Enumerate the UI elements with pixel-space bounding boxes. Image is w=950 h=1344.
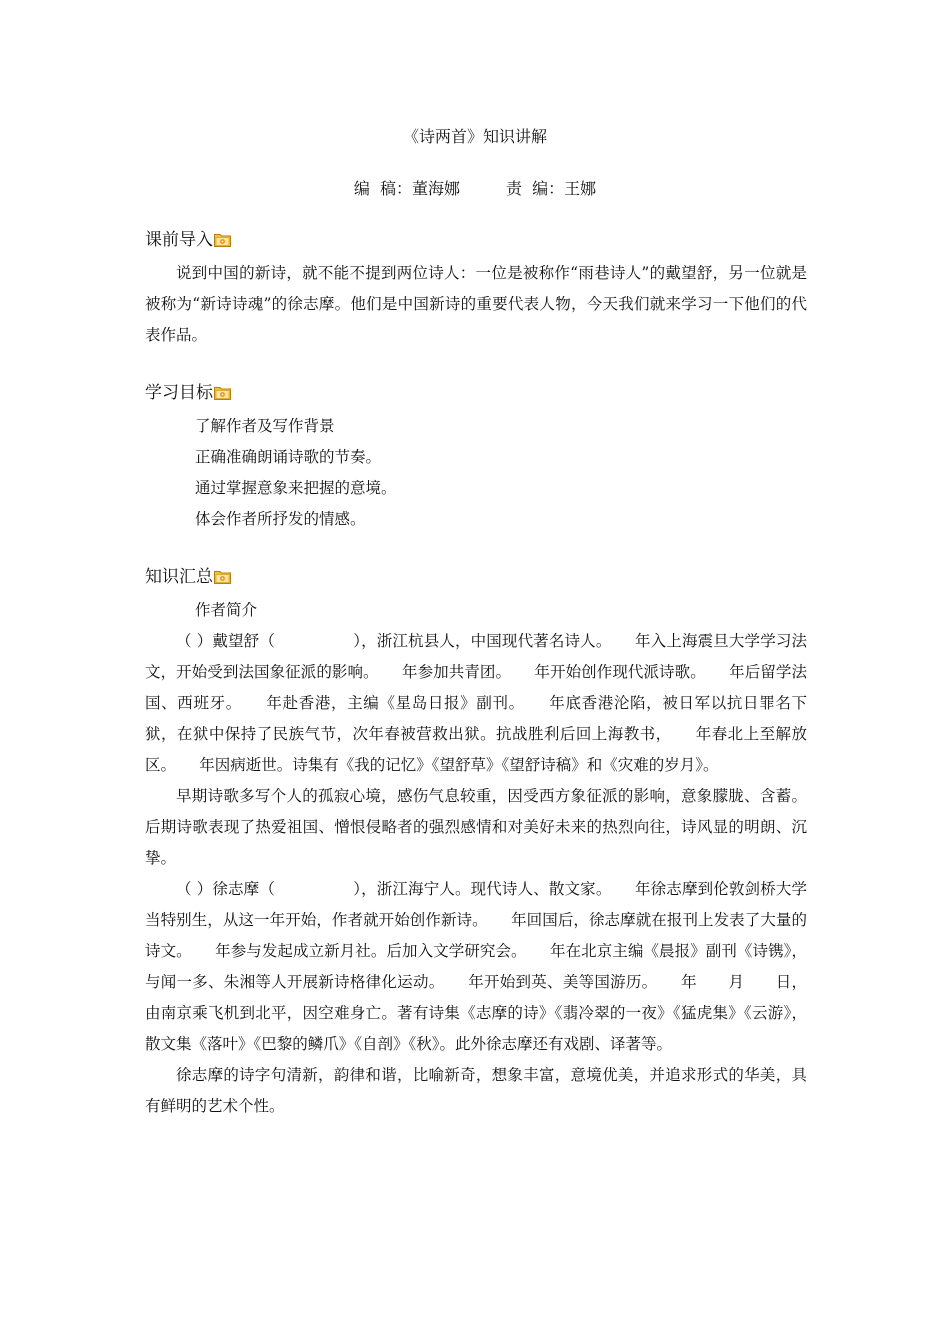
section-heading-goals [145,381,807,405]
folder-icon [214,383,231,398]
editor-credit: 编 稿：董海娜 [353,179,460,198]
byline [0,178,950,200]
goal-item: 正确准确朗诵诗歌的节奏。 [195,448,382,466]
section-heading-summary-label: 知识汇总 [145,567,213,587]
responsible-editor-credit: 责 编：王娜 [506,179,597,198]
section-heading-intro-label: 课前导入 [145,230,213,250]
goal-item: 体会作者所抒发的情感。 [195,510,366,528]
document-body [145,228,807,1122]
document-title: 《诗两首》知识讲解 [402,127,547,146]
section-heading-summary [145,565,807,589]
section-heading-intro [145,228,807,252]
folder-icon [214,567,231,582]
xu-zhimo-bio: （ ）徐志摩（ ），浙江海宁人。现代诗人、散文家。 年徐志摩到伦敦剑桥大学当特别生，从这一年开始，作者就开始创作新诗。 年回国后，徐志摩就在报刊上发表了大量的诗文。 年参与发起成立新月社。后加入文学研究会。 年在北京主编《晨报》副刊《诗镌》，与闻一多、朱湘等人开展新诗格律化运动。 年开始到英、美等国游历。 年 月 日，由南京乘飞机到北平，因空难身亡。著有诗集《志摩的诗》《翡冷翠的一夜》《猛虎集》《云游》，散文集《落叶》《巴黎的鳞爪》《自剖》《秋》。此外徐志摩还有戏剧、译著等。 [145,880,807,1053]
goal-item: 了解作者及写作背景 [195,417,335,435]
section-heading-goals-label: 学习目标 [145,383,213,403]
goal-item: 通过掌握意象来把握的意境。 [195,479,397,497]
goals-list [145,411,807,535]
dai-wangshu-style: 早期诗歌多写个人的孤寂心境，感伤气息较重，因受西方象征派的影响，意象朦胧、含蓄。后期诗歌表现了热爱祖国、憎恨侵略者的强烈感情和对美好未来的热烈向往，诗风显的明朗、沉挚。 [145,787,807,867]
xu-zhimo-style: 徐志摩的诗字句清新，韵律和谐，比喻新奇，想象丰富，意境优美，并追求形式的华美，具有鲜明的艺术个性。 [145,1066,807,1115]
dai-wangshu-bio: （ ）戴望舒（ ），浙江杭县人，中国现代著名诗人。 年入上海震旦大学学习法文，开始受到法国象征派的影响。 年参加共青团。 年开始创作现代派诗歌。 年后留学法国、西班牙。 年赴香港，主编《星岛日报》副刊。 年底香港沦陷，被日军以抗日罪名下狱，在狱中保持了民族气节，次年春被营救出狱。抗战胜利后回上海教书， 年春北上至解放区。 年因病逝世。诗集有《我的记忆》《望舒草》《望舒诗稿》和《灾难的岁月》。 [145,632,807,774]
author-intro-subheading: 作者简介 [195,601,258,619]
intro-paragraph: 说到中国的新诗，就不能不提到两位诗人：一位是被称作“雨巷诗人”的戴望舒，另一位就是被称为“新诗诗魂”的徐志摩。他们是中国新诗的重要代表人物，今天我们就来学习一下他们的代表作品。 [145,264,807,344]
folder-icon [214,230,231,245]
